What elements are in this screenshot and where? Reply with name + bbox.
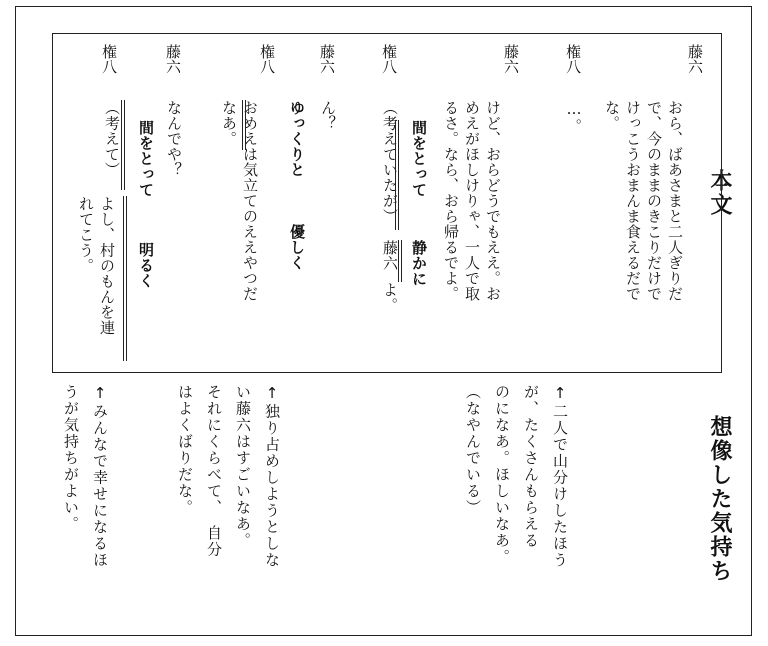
script-line: おめえは気立てのええやつだ なあ。 (220, 100, 259, 302)
script-line: けど、おらどうでもええ。お めえがほしけりゃ、一人で取 るさ。なら、おら帰るでよ。 (442, 100, 502, 302)
imagined-feeling-note: ↑みんなで幸せになるほ うが気持ちがよい。 (62, 384, 109, 569)
script-box (52, 33, 722, 373)
worksheet-frame (15, 6, 752, 636)
script-line: （考えていたが） (381, 100, 399, 224)
pause-mark (395, 120, 399, 230)
script-line: 藤六 (381, 240, 399, 271)
imagined-feeling-note: ↑二人で山分けしたほう が、たくさんもらえる のになあ。ほしいなあ。 （なやんでいる） (464, 384, 569, 569)
pause-mark (242, 100, 246, 150)
speaker-label: 藤六 (686, 44, 704, 74)
speaker-label: 藤六 (502, 44, 520, 74)
pause-mark (398, 240, 402, 282)
main-text-heading: 本文 (707, 169, 732, 217)
delivery-cue: ゆっくりと (288, 100, 306, 178)
delivery-cue: 静かに (410, 240, 428, 287)
pause-mark (121, 100, 125, 190)
script-line: …。 (565, 100, 583, 134)
pause-mark (123, 196, 127, 361)
delivery-cue: 間をとって (137, 120, 155, 198)
speaker-label: 権八 (564, 44, 582, 74)
speaker-label: 権八 (380, 44, 398, 74)
script-line: なんでや？ (165, 100, 183, 178)
speaker-label: 権八 (258, 44, 276, 74)
speaker-label: 藤六 (318, 44, 336, 74)
imagined-feelings-heading: 想像した気持ち (707, 415, 732, 583)
speaker-label: 藤六 (164, 44, 182, 74)
delivery-cue: 明るく (137, 242, 155, 289)
script-line: （考えて） (103, 100, 121, 178)
imagined-feeling-note: ↑独り占めしようとしな い藤六はすごいなあ。 それにくらべて、 自分 はよくばりだな。 (176, 384, 281, 569)
script-line: ん？ (319, 100, 337, 131)
script-line: よ。 (381, 282, 399, 313)
script-line: よし、村のもんを連 れてこう。 (77, 196, 116, 336)
delivery-cue: 優しく (288, 224, 306, 271)
speaker-label: 権八 (100, 44, 118, 74)
delivery-cue: 間をとって (410, 120, 428, 198)
script-line: おら、ばあさまと二人ぎりだ で、今のままのきこりだけで けっこうおまんま食えるだで な。 (603, 100, 684, 302)
